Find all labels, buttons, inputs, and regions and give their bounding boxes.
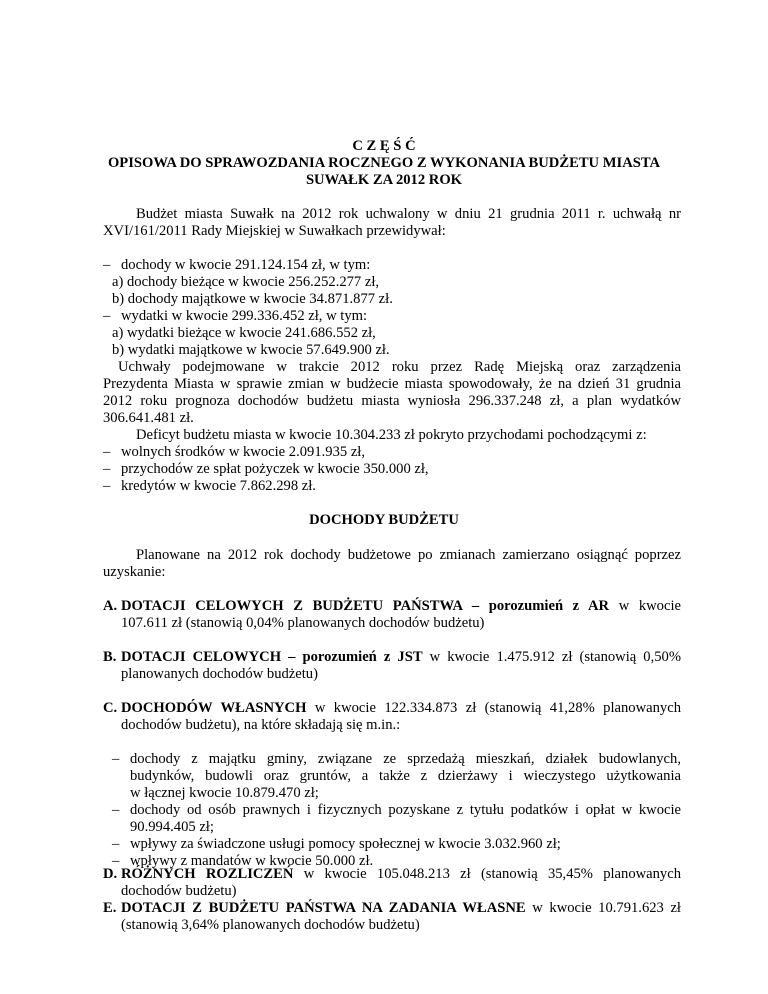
deficit-item-1: wolnych środków w kwocie 2.091.935 zł, [121,444,366,460]
category-d-amount: w kwocie 105.048.213 zł (stanowią 35,45% planowanych [303,866,682,882]
category-e-line-2: (stanowią 3,64% planowanych dochodów budżetu) [121,917,420,933]
section-heading: DOCHODY BUDŻETU [309,512,459,528]
category-e-title: DOTACJI Z BUDŻETU PAŃSTWA NA ZADANIA WŁASNE [121,900,526,916]
dash-bullet: – [103,444,111,460]
changes-line-3: 2012 roku prognoza dochodów budżetu miasta wyniosła 296.337.248 zł, a plan wydatków [103,393,681,409]
category-b-line-1 [121,649,681,666]
title-line-2: OPISOWA DO SPRAWOZDANIA ROCZNEGO Z WYKONANIA BUDŻETU MIASTA [107,155,661,171]
dash-bullet: – [112,802,120,818]
category-d-line-1 [121,866,681,883]
income-sub-a: a) dochody bieżące w kwocie 256.252.277 zł, [112,274,380,290]
title-line-1: C Z Ę Ś Ć [352,138,416,154]
category-b-amount: w kwocie 1.475.912 zł (stanowią 0,50% [429,649,681,665]
planned-line-1: Planowane na 2012 rok dochody budżetowe po zmianach zamierzano osiągnąć poprzez [136,547,681,563]
expenses-item: wydatki w kwocie 299.336.452 zł, w tym: [121,308,368,324]
category-c-letter: C. [103,700,118,716]
deficit-line: Deficyt budżetu miasta w kwocie 10.304.233 zł pokryto przychodami pochodzącymi z: [136,427,647,443]
category-b-title: DOTACJI CELOWYCH – porozumień z JST [121,649,423,665]
dash-bullet: – [112,751,120,767]
deficit-item-2: przychodów ze spłat pożyczek w kwocie 350.000 zł, [121,461,429,477]
c-item-2-line-2: 90.994.405 zł; [130,819,214,835]
changes-line-2: Prezydenta Miasta w sprawie zmian w budżecie miasta spowodowały, że na dzień 31 grudnia [103,376,681,392]
dash-bullet: – [112,853,120,869]
c-item-1-line-3: w łącznej kwocie 10.879.470 zł; [130,785,319,801]
income-sub-b: b) dochody majątkowe w kwocie 34.871.877 zł. [112,291,393,307]
changes-line-1: Uchwały podejmowane w trakcie 2012 roku przez Radę Miejską oraz zarządzenia [118,359,681,375]
category-b-line-2: planowanych dochodów budżetu) [121,666,318,682]
c-item-3: wpływy za świadczone usługi pomocy społecznej w kwocie 3.032.960 zł; [130,836,561,852]
category-b-letter: B. [103,649,117,665]
c-item-4: wpływy z mandatów w kwocie 50.000 zł. [130,853,374,869]
category-d-line-2: dochodów budżetu) [121,883,237,899]
category-e-amount: w kwocie 10.791.623 zł [532,900,681,916]
category-a-line-2: 107.611 zł (stanowią 0,04% planowanych dochodów budżetu) [121,615,485,631]
intro-line-1: Budżet miasta Suwałk na 2012 rok uchwalony w dniu 21 grudnia 2011 r. uchwałą nr [136,206,681,222]
category-e-letter: E. [103,900,117,916]
intro-line-2: XVI/161/2011 Rady Miejskiej w Suwałkach przewidywał: [103,223,446,239]
dash-bullet: – [103,461,111,477]
c-item-2-line-1: dochody od osób prawnych i fizycznych pozyskane z tytułu podatków i opłat w kwocie [130,802,681,818]
changes-line-4: 306.641.481 zł. [103,410,194,426]
c-item-1-line-1: dochody z majątku gminy, związane ze sprzedażą mieszkań, działek budowlanych, [130,751,681,767]
category-d-title: RÓŻNYCH ROZLICZEŃ [121,866,294,882]
title-line-3: SUWAŁK ZA 2012 ROK [305,172,463,188]
expenses-sub-a: a) wydatki bieżące w kwocie 241.686.552 zł, [112,325,376,341]
category-a-line-1 [121,598,681,615]
category-e-line-1 [121,900,681,917]
dash-bullet: – [103,478,111,494]
dash-bullet: – [103,308,111,324]
income-item: dochody w kwocie 291.124.154 zł, w tym: [121,257,371,273]
planned-line-2: uzyskanie: [103,564,166,580]
category-c-line-2: dochodów budżetu), na które składają się m.in.: [121,717,401,733]
dash-bullet: – [103,257,111,273]
deficit-item-3: kredytów w kwocie 7.862.298 zł. [121,478,316,494]
category-c-title: DOCHODÓW WŁASNYCH [121,700,307,716]
category-a-letter: A. [103,598,118,614]
expenses-sub-b: b) wydatki majątkowe w kwocie 57.649.900 zł. [112,342,390,358]
category-a-title: DOTACJI CELOWYCH Z BUDŻETU PAŃSTWA – porozumień z AR [121,598,610,614]
category-c-amount: w kwocie 122.334.873 zł (stanowią 41,28% planowanych [314,700,681,716]
c-item-1-line-2: budynków, budowli oraz gruntów, a także z dzierżawy i wieczystego użytkowania [130,768,681,784]
category-d-letter: D. [103,866,118,882]
category-a-amount: w kwocie [618,598,681,614]
category-c-line-1 [121,700,681,717]
dash-bullet: – [112,836,120,852]
